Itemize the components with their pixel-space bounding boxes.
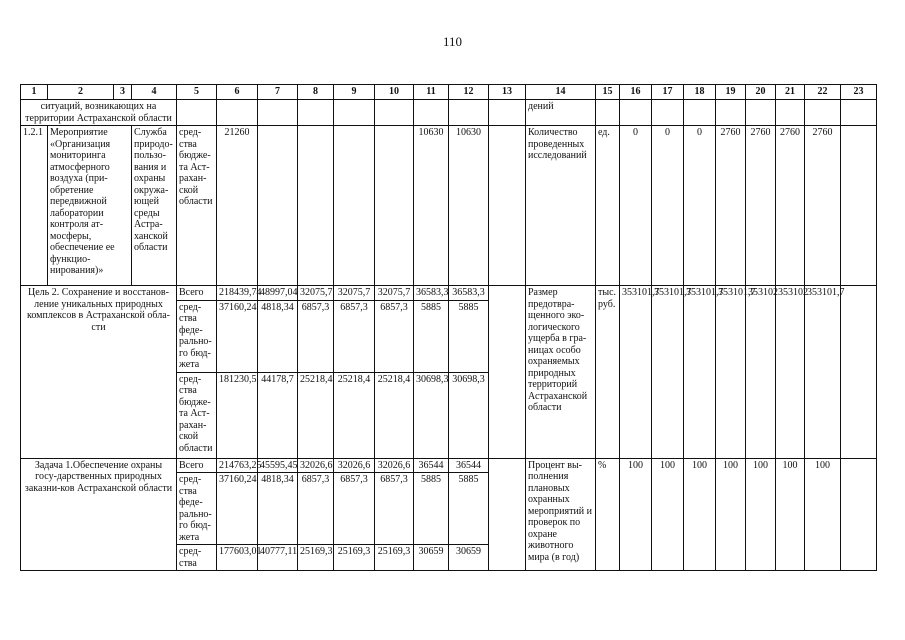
task1-c18: 100 [684, 458, 716, 571]
task1-c16: 100 [620, 458, 652, 571]
goal2-c22: 353101,7 [805, 286, 841, 459]
task1-unit: % [596, 458, 620, 571]
header-cell: 20 [746, 85, 776, 100]
header-cell: 2 [48, 85, 114, 100]
goal2-indicator: Размер предотвра-щенного эко-логического ущерба в гра-ницах особо охраняемых природных территорий Астраханской области [526, 286, 596, 459]
item-c18: 0 [684, 126, 716, 286]
task1-federal-c6: 37160,24 [217, 473, 258, 545]
task1-total-c6: 214763,25 [217, 458, 258, 473]
task1-title: Задача 1.Обеспечение охраны госу-дарственных природных заказни-ков Астраханской области [21, 458, 177, 571]
task1-regional-c7: 40777,11 [258, 545, 298, 571]
task1-c22: 100 [805, 458, 841, 571]
task1-source-total: Всего [177, 458, 217, 473]
goal2-c18: 353101,7 [684, 286, 716, 459]
task1-federal-c8: 6857,3 [298, 473, 334, 545]
goal2-row-total [21, 286, 877, 301]
goal2-total-c6: 218439,74 [217, 286, 258, 301]
continuation-indicator: дений [526, 100, 596, 126]
goal2-c20: 353102 [746, 286, 776, 459]
task1-total-c9: 32026,6 [334, 458, 375, 473]
goal2-source-regional: сред-ства бюдже-та Аст-рахан-ской области [177, 372, 217, 458]
goal2-c16: 353101,7 [620, 286, 652, 459]
continuation-row [21, 100, 877, 126]
program-table [20, 84, 877, 571]
item-source: сред-ства бюдже-та Аст-рахан-ской области [177, 126, 217, 286]
header-cell: 15 [596, 85, 620, 100]
header-cell: 21 [776, 85, 805, 100]
header-cell: 7 [258, 85, 298, 100]
header-cell: 22 [805, 85, 841, 100]
continuation-text: ситуаций, возникающих на территории Астраханской области [21, 100, 177, 126]
goal2-federal-c12: 5885 [449, 300, 489, 372]
task1-c17: 100 [652, 458, 684, 571]
item-c17: 0 [652, 126, 684, 286]
header-cell: 6 [217, 85, 258, 100]
item-c21: 2760 [776, 126, 805, 286]
header-cell: 3 [114, 85, 132, 100]
goal2-source-federal: сред-ства феде-рально-го бюд-жета [177, 300, 217, 372]
header-cell: 1 [21, 85, 48, 100]
goal2-regional-c8: 25218,4 [298, 372, 334, 458]
goal2-federal-c8: 6857,3 [298, 300, 334, 372]
item-name: Мероприятие «Организация мониторинга атмосферного воздуха (при-обретение передвижной лаборатории контроля ат-мосферы, обеспечение ее функцио-нирования)» [48, 126, 132, 286]
goal2-regional-c10: 25218,4 [375, 372, 414, 458]
item-c12: 10630 [449, 126, 489, 286]
task1-c21: 100 [776, 458, 805, 571]
page-number: 110 [442, 34, 463, 49]
goal2-total-c11: 36583,3 [414, 286, 449, 301]
item-code: 1.2.1 [21, 126, 48, 286]
task1-regional-c6: 177603,01 [217, 545, 258, 571]
task1-total-c11: 36544 [414, 458, 449, 473]
header-cell: 12 [449, 85, 489, 100]
task1-regional-c9: 25169,3 [334, 545, 375, 571]
goal2-regional-c11: 30698,3 [414, 372, 449, 458]
task1-regional-c11: 30659 [414, 545, 449, 571]
item-indicator: Количество проведенных исследований [526, 126, 596, 286]
item-c6: 21260 [217, 126, 258, 286]
task1-total-c7: 45595,45 [258, 458, 298, 473]
task1-federal-c9: 6857,3 [334, 473, 375, 545]
item-c19: 2760 [716, 126, 746, 286]
task1-federal-c7: 4818,34 [258, 473, 298, 545]
task1-c20: 100 [746, 458, 776, 571]
goal2-source-total: Всего [177, 286, 217, 301]
goal2-regional-c9: 25218,4 [334, 372, 375, 458]
goal2-regional-c6: 181230,5 [217, 372, 258, 458]
header-cell: 9 [334, 85, 375, 100]
goal2-total-c9: 32075,7 [334, 286, 375, 301]
item-row-1-2-1 [21, 126, 877, 286]
header-cell: 14 [526, 85, 596, 100]
item-executor: Служба природо-пользо-вания и охраны окружа-ющей среды Астра-ханской области [132, 126, 177, 286]
task1-indicator: Процент вы-полнения плановых охранных мероприятий и проверок по охране животного мира (в год) [526, 458, 596, 571]
goal2-c19: 353101,7 [716, 286, 746, 459]
goal2-total-c12: 36583,3 [449, 286, 489, 301]
goal2-federal-c10: 6857,3 [375, 300, 414, 372]
task1-regional-c12: 30659 [449, 545, 489, 571]
header-cell: 11 [414, 85, 449, 100]
header-cell: 16 [620, 85, 652, 100]
header-cell: 4 [132, 85, 177, 100]
goal2-federal-c6: 37160,24 [217, 300, 258, 372]
header-row [21, 85, 877, 100]
task1-federal-c12: 5885 [449, 473, 489, 545]
goal2-total-c10: 32075,7 [375, 286, 414, 301]
header-cell: 18 [684, 85, 716, 100]
item-c16: 0 [620, 126, 652, 286]
goal2-total-c8: 32075,7 [298, 286, 334, 301]
header-cell: 5 [177, 85, 217, 100]
task1-total-c8: 32026,6 [298, 458, 334, 473]
task1-row-total [21, 458, 877, 473]
task1-total-c12: 36544 [449, 458, 489, 473]
task1-source-regional: сред-ства [177, 545, 217, 571]
task1-c19: 100 [716, 458, 746, 571]
task1-source-federal: сред-ства феде-рально-го бюд-жета [177, 473, 217, 545]
header-cell: 8 [298, 85, 334, 100]
task1-federal-c10: 6857,3 [375, 473, 414, 545]
header-cell: 10 [375, 85, 414, 100]
goal2-regional-c7: 44178,7 [258, 372, 298, 458]
task1-regional-c10: 25169,3 [375, 545, 414, 571]
goal2-title: Цель 2. Сохранение и восстанов-ление уникальных природных комплексов в Астраханской обла-сти [21, 286, 177, 459]
header-cell: 19 [716, 85, 746, 100]
goal2-c17: 353101,7 [652, 286, 684, 459]
goal2-total-c7: 48997,04 [258, 286, 298, 301]
goal2-c21: 353102 [776, 286, 805, 459]
header-cell: 13 [489, 85, 526, 100]
goal2-federal-c9: 6857,3 [334, 300, 375, 372]
item-c20: 2760 [746, 126, 776, 286]
header-cell: 23 [841, 85, 877, 100]
task1-federal-c11: 5885 [414, 473, 449, 545]
header-cell: 17 [652, 85, 684, 100]
item-c22: 2760 [805, 126, 841, 286]
item-unit: ед. [596, 126, 620, 286]
item-c11: 10630 [414, 126, 449, 286]
goal2-federal-c7: 4818,34 [258, 300, 298, 372]
goal2-regional-c12: 30698,3 [449, 372, 489, 458]
goal2-unit: тыс. руб. [596, 286, 620, 459]
task1-regional-c8: 25169,3 [298, 545, 334, 571]
task1-total-c10: 32026,6 [375, 458, 414, 473]
goal2-federal-c11: 5885 [414, 300, 449, 372]
